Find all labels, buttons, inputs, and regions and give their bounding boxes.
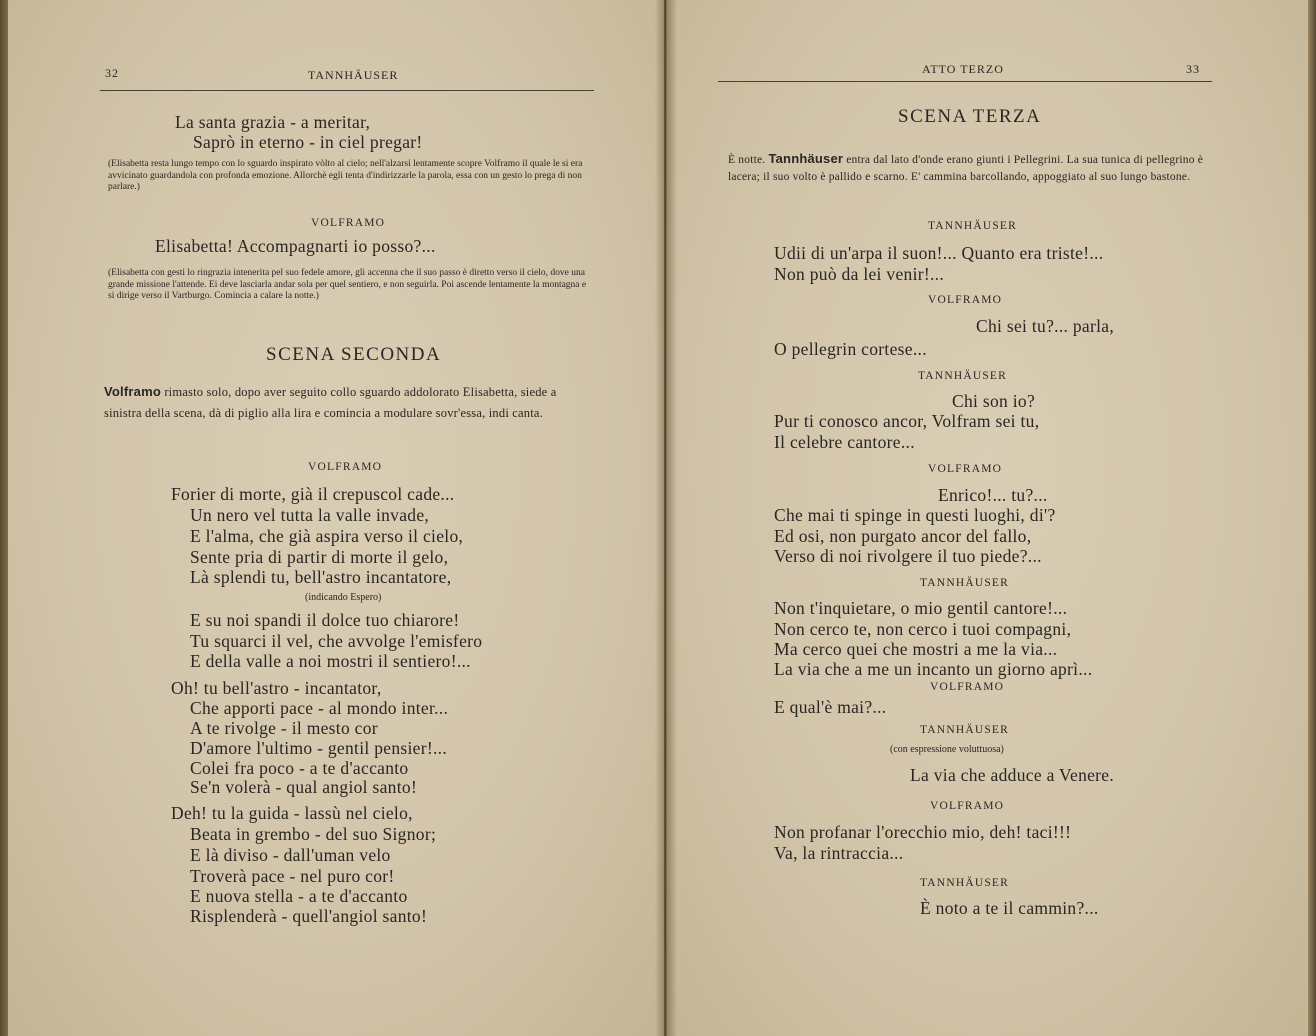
speaker-name: TANNHÄUSER [920, 877, 1010, 889]
verse-line: Enrico!... tu?... [938, 485, 1048, 505]
speaker-name: TANNHÄUSER [918, 370, 1008, 382]
verse-line: Là splendi tu, bell'astro incantatore, [190, 567, 452, 587]
stage-direction: (indicando Espero) [305, 592, 382, 603]
right-page [666, 0, 1310, 1036]
scene-title: SCENA SECONDA [266, 344, 442, 365]
scene-description [104, 381, 594, 424]
verse-line: Chi sei tu?... parla, [976, 316, 1115, 336]
verse-line: Non profanar l'orecchio mio, deh! taci!!! [774, 822, 1072, 842]
verse-line: Chi son io? [952, 391, 1036, 411]
verse-line: E su noi spandi il dolce tuo chiarore! [190, 610, 460, 630]
book-edge-right [1308, 0, 1316, 1036]
scene-intro: È notte. [728, 154, 766, 166]
verse-line: E l'alma, che già aspira verso il cielo, [190, 526, 464, 546]
verse-line: Risplenderà - quell'angiol santo! [190, 906, 428, 926]
verse-line: Sente pria di partir di morte il gelo, [190, 547, 449, 567]
header-rule [100, 90, 594, 91]
verse-line: Tu squarci il vel, che avvolge l'emisfero [190, 631, 483, 651]
verse-line: O pellegrin cortese... [774, 339, 927, 359]
verse-line: Che apporti pace - al mondo inter... [190, 698, 449, 718]
verse-line: Un nero vel tutta la valle invade, [190, 505, 430, 525]
verse-line: Ed osi, non purgato ancor del fallo, [774, 526, 1032, 546]
left-page [8, 0, 664, 1036]
verse-line: È noto a te il cammin?... [920, 898, 1099, 918]
speaker-name: VOLFRAMO [928, 294, 1003, 306]
scene-text: entra dal lato d'onde erano giunti i Pellegrini. La sua tunica di pellegrino è lacera; il suo volto è pallido e scarno. E' cammina barcollando, appoggiato al suo lungo bastone. [728, 154, 1204, 183]
verse-line: E qual'è mai?... [774, 697, 887, 717]
speaker-name: VOLFRAMO [930, 681, 1005, 693]
speaker-name: VOLFRAMO [311, 217, 386, 229]
verse-line: Saprò in eterno - in ciel pregar! [193, 132, 423, 152]
verse-line: Elisabetta! Accompagnarti io posso?... [155, 236, 436, 256]
stage-direction: (con espressione voluttuosa) [890, 744, 1004, 755]
speaker-name: TANNHÄUSER [920, 724, 1010, 736]
stage-direction: (Elisabetta con gesti lo ringrazia intenerita pel suo fedele amore, gli accenna che il suo passo è diretto verso il cielo, dove una grande missione l'attende. Ei deve lasciarla andar sola per quel sentiero, e non seguirla. Poi ascende lentamente la montagna e si dirige verso il Vartburgo. Comincia a calare la notte.) [108, 268, 587, 301]
verse-line: Se'n volerà - qual angiol santo! [190, 777, 418, 797]
verse-line: Deh! tu la guida - lassù nel cielo, [171, 803, 413, 823]
scene-text: rimasto solo, dopo aver seguito collo sguardo addolorato Elisabetta, siede a sinistra della scena, dà di piglio alla lira e comincia a modulare sovr'essa, indi canta. [104, 385, 557, 420]
verse-line: Udii di un'arpa il suon!... Quanto era triste!... [774, 243, 1104, 263]
verse-line: Il celebre cantore... [774, 432, 915, 452]
speaker-name: TANNHÄUSER [920, 577, 1010, 589]
verse-line: Verso di noi rivolgere il tuo piede?... [774, 546, 1042, 566]
verse-line: A te rivolge - il mesto cor [190, 718, 378, 738]
verse-line: La via che a me un incanto un giorno aprì... [774, 659, 1093, 679]
header-rule [718, 81, 1212, 82]
verse-line: Oh! tu bell'astro - incantator, [171, 678, 382, 698]
verse-line: Non t'inquietare, o mio gentil cantore!... [774, 598, 1068, 618]
running-head: TANNHÄUSER [308, 68, 399, 82]
verse-line: Ma cerco quei che mostri a me la via... [774, 639, 1058, 659]
verse-line: La santa grazia - a meritar, [175, 112, 371, 132]
verse-line: Non può da lei venir!... [774, 264, 945, 284]
verse-line: Non cerco te, non cerco i tuoi compagni, [774, 619, 1072, 639]
verse-line: E là diviso - dall'uman velo [190, 845, 391, 865]
character-name: Volframo [104, 384, 161, 399]
verse-line: La via che adduce a Venere. [910, 765, 1115, 785]
page-number: 33 [1186, 62, 1200, 76]
speaker-name: TANNHÄUSER [928, 220, 1018, 232]
speaker-name: VOLFRAMO [308, 461, 383, 473]
scene-description [728, 150, 1206, 186]
stage-direction: (Elisabetta resta lungo tempo con lo sguardo inspirato vòlto al cielo; nell'alzarsi lentamente scopre Volframo il quale le si era avvicinato guardandola con profonda emozione. Allorchè egli tenta d'indirizzarle la parola, essa con un gesto lo prega di non parlare.) [108, 159, 583, 192]
page-number: 32 [105, 66, 119, 80]
speaker-name: VOLFRAMO [930, 800, 1005, 812]
verse-line: Beata in grembo - del suo Signor; [190, 824, 437, 844]
verse-line: Colei fra poco - a te d'accanto [190, 758, 409, 778]
book-gutter [655, 0, 677, 1036]
speaker-name: VOLFRAMO [928, 463, 1003, 475]
verse-line: Troverà pace - nel puro cor! [190, 866, 395, 886]
verse-line: E della valle a noi mostri il sentiero!... [190, 651, 471, 671]
verse-line: D'amore l'ultimo - gentil pensier!... [190, 738, 447, 758]
character-name: Tannhäuser [768, 151, 844, 166]
scene-title: SCENA TERZA [898, 106, 1042, 127]
verse-line: Forier di morte, già il crepuscol cade... [171, 484, 455, 504]
verse-line: Va, la rintraccia... [774, 843, 904, 863]
verse-line: E nuova stella - a te d'accanto [190, 886, 408, 906]
verse-line: Pur ti conosco ancor, Volfram sei tu, [774, 411, 1040, 431]
verse-line: Che mai ti spinge in questi luoghi, di'? [774, 505, 1056, 525]
running-head: ATTO TERZO [922, 62, 1004, 76]
